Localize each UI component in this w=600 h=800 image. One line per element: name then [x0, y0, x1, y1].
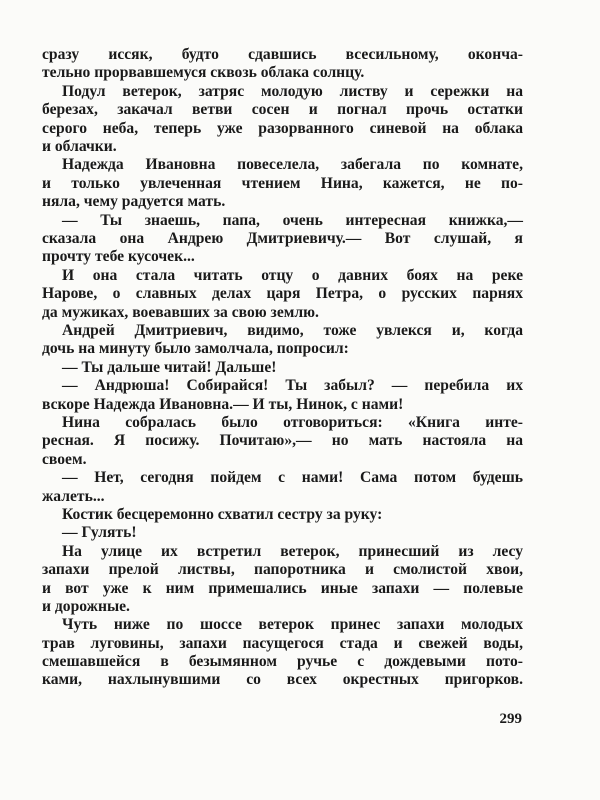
- text-line: — Андрюша! Собирайся! Ты забыл? — перебила их: [62, 377, 523, 395]
- text-line: тельно прорвавшемуся сквозь облака солнцу.: [42, 64, 365, 82]
- page-body-text: [42, 46, 523, 690]
- text-line: запахи прелой листвы, папоротника и смолистой хвои,: [42, 561, 523, 579]
- text-line: Нарове, о славных делах царя Петра, о русских парнях: [42, 285, 523, 303]
- text-line: вскоре Надежда Ивановна.— И ты, Нинок, с нами!: [42, 395, 404, 413]
- text-line: и дорожные.: [42, 597, 130, 615]
- text-line: прочту тебе кусочек...: [42, 248, 195, 266]
- text-line: дочь на минуту было замолчала, попросил:: [42, 340, 349, 358]
- text-line: и облачки.: [42, 137, 117, 155]
- text-line: березах, закачал ветви сосен и погнал прочь остатки: [42, 101, 523, 119]
- text-line: — Гулять!: [62, 524, 137, 542]
- text-line: и только увлеченная чтением Нина, кажется, не по-: [42, 174, 523, 192]
- text-line: сказала она Андрею Дмитриевичу.— Вот слушай, я: [42, 229, 523, 247]
- text-line: Нина собралась было отговориться: «Книга инте-: [62, 413, 523, 431]
- text-line: На улице их встретил ветерок, принесший из лесу: [62, 542, 523, 560]
- text-line: — Ты дальше читай! Дальше!: [62, 358, 277, 376]
- text-line: И она стала читать отцу о давних боях на реке: [62, 266, 523, 284]
- text-line: Костик бесцеремонно схватил сестру за руку:: [62, 505, 383, 523]
- page-number: 299: [499, 711, 522, 727]
- text-line: серого неба, теперь уже разорванного синевой на облака: [42, 119, 523, 137]
- text-line: Подул ветерок, затряс молодую листву и сережки на: [62, 82, 523, 100]
- text-line: смешавшейся в безымянном ручье с дождевыми пото-: [42, 653, 523, 671]
- text-line: ресная. Я посижу. Почитаю»,— но мать настояла на: [42, 432, 523, 450]
- text-line: Надежда Ивановна повеселела, забегала по комнате,: [62, 156, 523, 174]
- text-line: — Нет, сегодня пойдем с нами! Сама потом будешь: [62, 469, 523, 487]
- text-line: Чуть ниже по шоссе ветерок принес запахи молодых: [62, 616, 523, 634]
- text-line: Андрей Дмитриевич, видимо, тоже увлекся и, когда: [62, 321, 523, 339]
- text-line: своем.: [42, 450, 87, 468]
- text-line: няла, чему радуется мать.: [42, 193, 226, 211]
- text-line: да мужиках, воевавших за свою землю.: [42, 303, 319, 321]
- text-line: ками, нахлынувшими со всех окрестных пригорков.: [42, 671, 523, 689]
- text-line: и вот уже к ним примешались иные запахи — полевые: [42, 579, 523, 597]
- text-line: сразу иссяк, будто сдавшись всесильному, оконча-: [42, 46, 523, 63]
- text-line: — Ты знаешь, папа, очень интересная книжка,—: [62, 211, 523, 229]
- text-line: трав луговины, запахи пасущегося стада и свежей воды,: [42, 634, 523, 652]
- text-line: жалеть...: [42, 487, 105, 505]
